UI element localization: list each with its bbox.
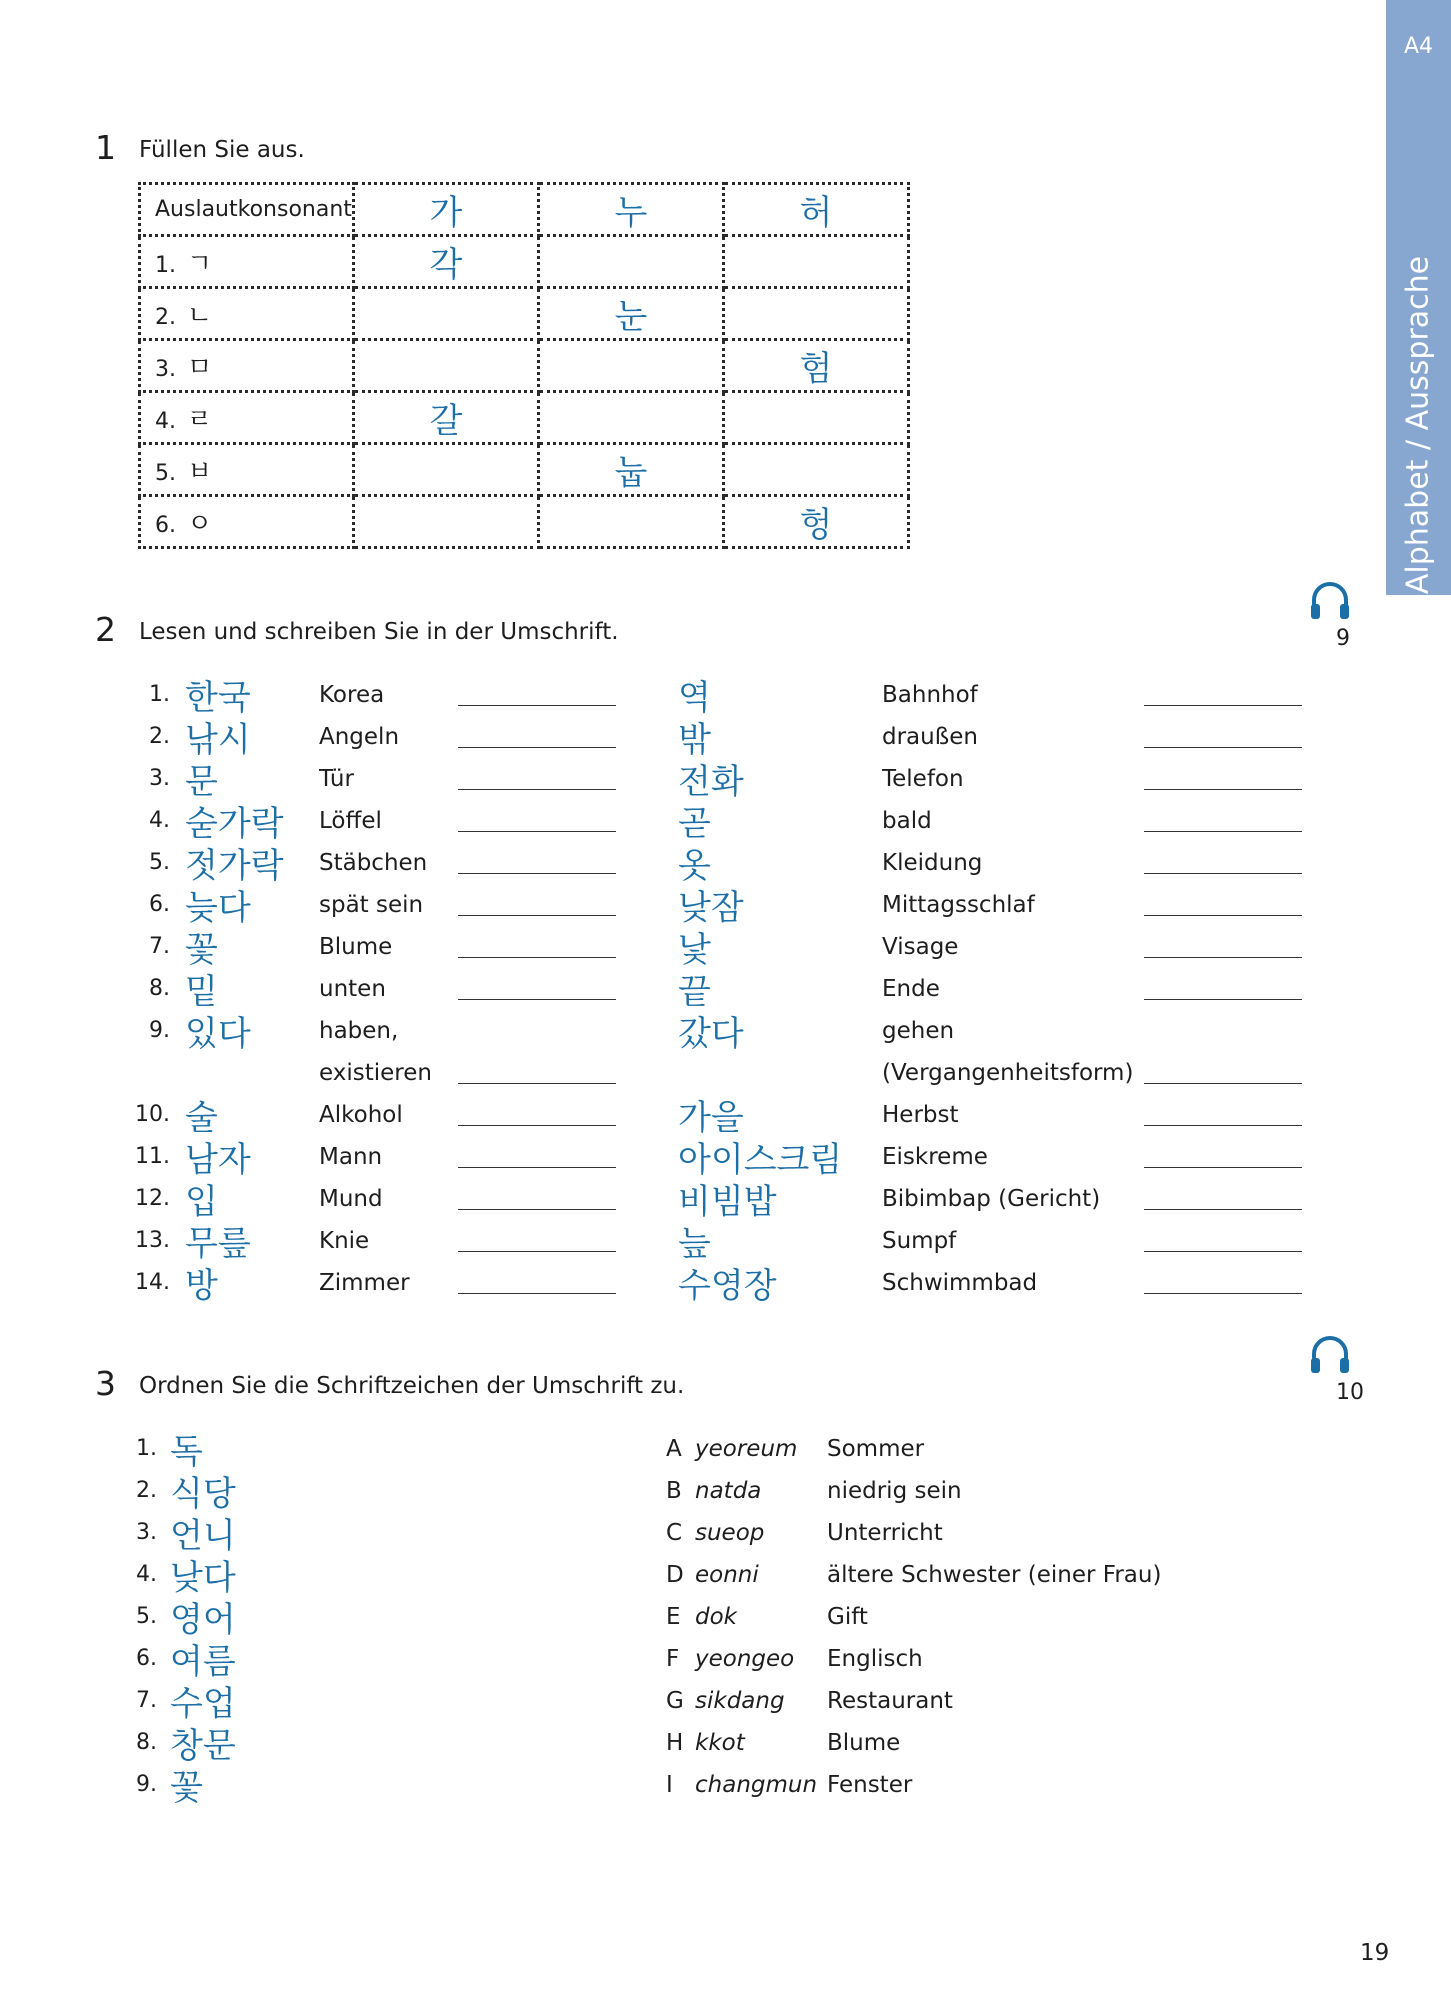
answer-blank[interactable] <box>458 1293 616 1294</box>
korean-word: 수업 <box>170 1684 236 1724</box>
grid-cell[interactable]: 험 <box>723 340 908 392</box>
answer-blank[interactable] <box>1144 705 1302 706</box>
german-meaning: Eiskreme <box>882 1144 988 1170</box>
korean-word: 숟가락 <box>185 804 284 844</box>
grid-header-syllable: 누 <box>538 184 723 236</box>
romanization: yeoreum <box>695 1436 798 1462</box>
row-number: 3. <box>155 357 176 382</box>
korean-word: 젓가락 <box>185 846 284 886</box>
item-number: 1. <box>149 682 170 707</box>
grid-header-row <box>140 184 909 236</box>
german-meaning: Fenster <box>827 1772 913 1798</box>
korean-word: 꽃 <box>170 1768 203 1808</box>
answer-blank[interactable] <box>1144 1293 1302 1294</box>
headphones-icon[interactable] <box>1307 1332 1353 1382</box>
item-number: 8. <box>136 1730 157 1755</box>
answer-blank[interactable] <box>458 747 616 748</box>
chapter-code: A4 <box>1403 34 1434 59</box>
grid-row <box>140 444 909 496</box>
german-meaning: Telefon <box>882 766 964 792</box>
german-meaning: draußen <box>882 724 978 750</box>
row-number: 2. <box>155 305 176 330</box>
romanization: sueop <box>695 1520 765 1546</box>
korean-word: 끝 <box>678 972 711 1012</box>
answer-blank[interactable] <box>1144 957 1302 958</box>
korean-word: 아이스크림 <box>678 1140 843 1180</box>
answer-blank[interactable] <box>458 1251 616 1252</box>
item-number: 3. <box>136 1520 157 1545</box>
grid-cell[interactable] <box>723 236 908 288</box>
korean-word: 있다 <box>185 1014 251 1054</box>
korean-word: 수영장 <box>678 1266 777 1306</box>
answer-blank[interactable] <box>1144 1083 1302 1084</box>
item-number: 12. <box>135 1186 170 1211</box>
korean-word: 방 <box>185 1266 218 1306</box>
grid-cell[interactable] <box>723 392 908 444</box>
korean-word: 낮다 <box>170 1558 236 1598</box>
korean-word: 낯 <box>678 930 711 970</box>
german-meaning: niedrig sein <box>827 1478 962 1504</box>
korean-word: 전화 <box>678 762 744 802</box>
korean-word: 밑 <box>185 972 218 1012</box>
answer-blank[interactable] <box>458 705 616 706</box>
german-meaning: Zimmer <box>319 1270 410 1296</box>
exercise-2-instruction: Lesen und schreiben Sie in der Umschrift. <box>139 619 619 645</box>
korean-word: 역 <box>678 678 711 718</box>
answer-blank[interactable] <box>458 1083 616 1084</box>
final-consonant: ㄴ <box>187 301 213 331</box>
answer-blank[interactable] <box>1144 873 1302 874</box>
german-meaning: Bahnhof <box>882 682 978 708</box>
korean-word: 창문 <box>170 1726 236 1766</box>
grid-cell[interactable] <box>538 236 723 288</box>
item-number: 4. <box>136 1562 157 1587</box>
answer-blank[interactable] <box>458 789 616 790</box>
korean-word: 남자 <box>185 1140 251 1180</box>
german-meaning: spät sein <box>319 892 424 918</box>
item-number: 8. <box>149 976 170 1001</box>
korean-word: 옷 <box>678 846 711 886</box>
page-number: 19 <box>1360 1940 1390 1966</box>
romanization: changmun <box>695 1772 818 1798</box>
korean-word: 독 <box>170 1432 203 1472</box>
final-consonant: ㅂ <box>187 457 213 487</box>
item-number: 2. <box>149 724 170 749</box>
german-meaning: Alkohol <box>319 1102 403 1128</box>
korean-word: 꽃 <box>185 930 218 970</box>
answer-blank[interactable] <box>458 831 616 832</box>
korean-word: 비빔밥 <box>678 1182 777 1222</box>
grid-cell[interactable]: 헝 <box>723 496 908 548</box>
korean-word: 늦다 <box>185 888 251 928</box>
korean-word: 가을 <box>678 1098 744 1138</box>
final-consonant: ㄹ <box>187 405 213 435</box>
item-number: 14. <box>135 1270 170 1295</box>
row-number: 4. <box>155 409 176 434</box>
answer-blank[interactable] <box>1144 1209 1302 1210</box>
item-number: 9. <box>136 1772 157 1797</box>
korean-word: 입 <box>185 1182 218 1222</box>
korean-word: 언니 <box>170 1516 236 1556</box>
german-meaning: Unterricht <box>827 1520 943 1546</box>
item-number: 6. <box>136 1646 157 1671</box>
grid-cell[interactable]: 갈 <box>353 392 538 444</box>
korean-word: 술 <box>185 1098 218 1138</box>
german-meaning: Schwimmbad <box>882 1270 1038 1296</box>
grid-cell[interactable] <box>353 496 538 548</box>
answer-blank[interactable] <box>458 957 616 958</box>
korean-word: 늪 <box>678 1224 711 1264</box>
item-number: 9. <box>149 1018 170 1043</box>
grid-cell[interactable]: 눈 <box>538 288 723 340</box>
korean-word: 한국 <box>185 678 251 718</box>
grid-row <box>140 340 909 392</box>
grid-row <box>140 288 909 340</box>
german-meaning: Blume <box>319 934 393 960</box>
german-meaning: ältere Schwester (einer Frau) <box>827 1562 1162 1588</box>
korean-word: 여름 <box>170 1642 236 1682</box>
exercise-3-number: 3 <box>95 1364 116 1403</box>
option-letter: F <box>666 1646 680 1672</box>
answer-blank[interactable] <box>458 873 616 874</box>
answer-blank[interactable] <box>458 999 616 1000</box>
german-meaning: (Vergangenheitsform) <box>882 1060 1134 1086</box>
korean-word: 곧 <box>678 804 711 844</box>
item-number: 7. <box>136 1688 157 1713</box>
grid-header-syllable: 가 <box>353 184 538 236</box>
answer-blank[interactable] <box>1144 747 1302 748</box>
item-number: 10. <box>135 1102 170 1127</box>
row-number: 1. <box>155 253 176 278</box>
grid-header-label: Auslautkonsonant <box>140 184 354 236</box>
romanization: dok <box>695 1604 737 1630</box>
korean-word: 갔다 <box>678 1014 744 1054</box>
german-meaning: existieren <box>319 1060 432 1086</box>
german-meaning: Herbst <box>882 1102 959 1128</box>
item-number: 7. <box>149 934 170 959</box>
answer-blank[interactable] <box>1144 999 1302 1000</box>
german-meaning: haben, <box>319 1018 399 1044</box>
korean-word: 무릎 <box>185 1224 251 1264</box>
exercise-1-grid <box>138 182 910 549</box>
german-meaning: Mund <box>319 1186 383 1212</box>
german-meaning: gehen <box>882 1018 955 1044</box>
final-consonant: ㅁ <box>187 353 213 383</box>
option-letter: E <box>666 1604 681 1630</box>
german-meaning: Englisch <box>827 1646 923 1672</box>
german-meaning: Stäbchen <box>319 850 428 876</box>
item-number: 6. <box>149 892 170 917</box>
audio-track-number: 9 <box>1336 626 1350 651</box>
german-meaning: Löffel <box>319 808 382 834</box>
answer-blank[interactable] <box>1144 1251 1302 1252</box>
korean-word: 문 <box>185 762 218 802</box>
german-meaning: Visage <box>882 934 959 960</box>
chapter-title: Alphabet / Aussprache <box>1400 255 1436 595</box>
korean-word: 낚시 <box>185 720 251 760</box>
item-number: 4. <box>149 808 170 833</box>
romanization: eonni <box>695 1562 759 1588</box>
option-letter: C <box>666 1520 683 1546</box>
grid-cell[interactable] <box>538 496 723 548</box>
option-letter: A <box>666 1436 682 1462</box>
romanization: kkot <box>695 1730 745 1756</box>
grid-cell[interactable] <box>353 340 538 392</box>
romanization: yeongeo <box>695 1646 795 1672</box>
item-number: 5. <box>136 1604 157 1629</box>
audio-track-number: 10 <box>1336 1380 1364 1405</box>
final-consonant: ㅇ <box>187 509 213 539</box>
exercise-2-number: 2 <box>95 610 116 649</box>
answer-blank[interactable] <box>458 915 616 916</box>
korean-word: 낮잠 <box>678 888 744 928</box>
romanization: natda <box>695 1478 762 1504</box>
item-number: 5. <box>149 850 170 875</box>
exercise-3-instruction: Ordnen Sie die Schriftzeichen der Umschrift zu. <box>139 1373 685 1399</box>
grid-cell[interactable] <box>353 444 538 496</box>
german-meaning: Tür <box>319 766 354 792</box>
option-letter: G <box>666 1688 684 1714</box>
answer-blank[interactable] <box>458 1209 616 1210</box>
german-meaning: Knie <box>319 1228 370 1254</box>
grid-cell[interactable] <box>538 340 723 392</box>
german-meaning: Kleidung <box>882 850 983 876</box>
german-meaning: Restaurant <box>827 1688 953 1714</box>
item-number: 11. <box>135 1144 170 1169</box>
korean-word: 영어 <box>170 1600 236 1640</box>
german-meaning: Ende <box>882 976 940 1002</box>
german-meaning: Mittagsschlaf <box>882 892 1035 918</box>
korean-word: 식당 <box>170 1474 236 1514</box>
german-meaning: Sommer <box>827 1436 925 1462</box>
grid-cell[interactable] <box>723 288 908 340</box>
option-letter: B <box>666 1478 682 1504</box>
german-meaning: Mann <box>319 1144 383 1170</box>
grid-row <box>140 236 909 288</box>
german-meaning: bald <box>882 808 932 834</box>
item-number: 1. <box>136 1436 157 1461</box>
german-meaning: unten <box>319 976 386 1002</box>
grid-cell[interactable]: 눕 <box>538 444 723 496</box>
german-meaning: Bibimbap (Gericht) <box>882 1186 1101 1212</box>
answer-blank[interactable] <box>458 1167 616 1168</box>
option-letter: I <box>666 1772 673 1798</box>
grid-row <box>140 496 909 548</box>
answer-blank[interactable] <box>1144 831 1302 832</box>
grid-cell[interactable] <box>353 288 538 340</box>
row-number: 6. <box>155 513 176 538</box>
answer-blank[interactable] <box>458 1125 616 1126</box>
answer-blank[interactable] <box>1144 915 1302 916</box>
answer-blank[interactable] <box>1144 789 1302 790</box>
exercise-1-number: 1 <box>95 128 116 167</box>
item-number: 3. <box>149 766 170 791</box>
row-number: 5. <box>155 461 176 486</box>
item-number: 2. <box>136 1478 157 1503</box>
grid-cell[interactable]: 각 <box>353 236 538 288</box>
exercise-1-instruction: Füllen Sie aus. <box>139 137 305 163</box>
option-letter: D <box>666 1562 684 1588</box>
german-meaning: Sumpf <box>882 1228 957 1254</box>
german-meaning: Angeln <box>319 724 400 750</box>
romanization: sikdang <box>695 1688 785 1714</box>
german-meaning: Korea <box>319 682 385 708</box>
answer-blank[interactable] <box>1144 1167 1302 1168</box>
option-letter: H <box>666 1730 684 1756</box>
grid-cell[interactable] <box>538 392 723 444</box>
grid-header-syllable: 허 <box>723 184 908 236</box>
item-number: 13. <box>135 1228 170 1253</box>
grid-row <box>140 392 909 444</box>
grid-cell[interactable] <box>723 444 908 496</box>
german-meaning: Blume <box>827 1730 901 1756</box>
final-consonant: ㄱ <box>187 249 213 279</box>
german-meaning: Gift <box>827 1604 868 1630</box>
korean-word: 밖 <box>678 720 711 760</box>
headphones-icon[interactable] <box>1307 578 1353 628</box>
answer-blank[interactable] <box>1144 1125 1302 1126</box>
